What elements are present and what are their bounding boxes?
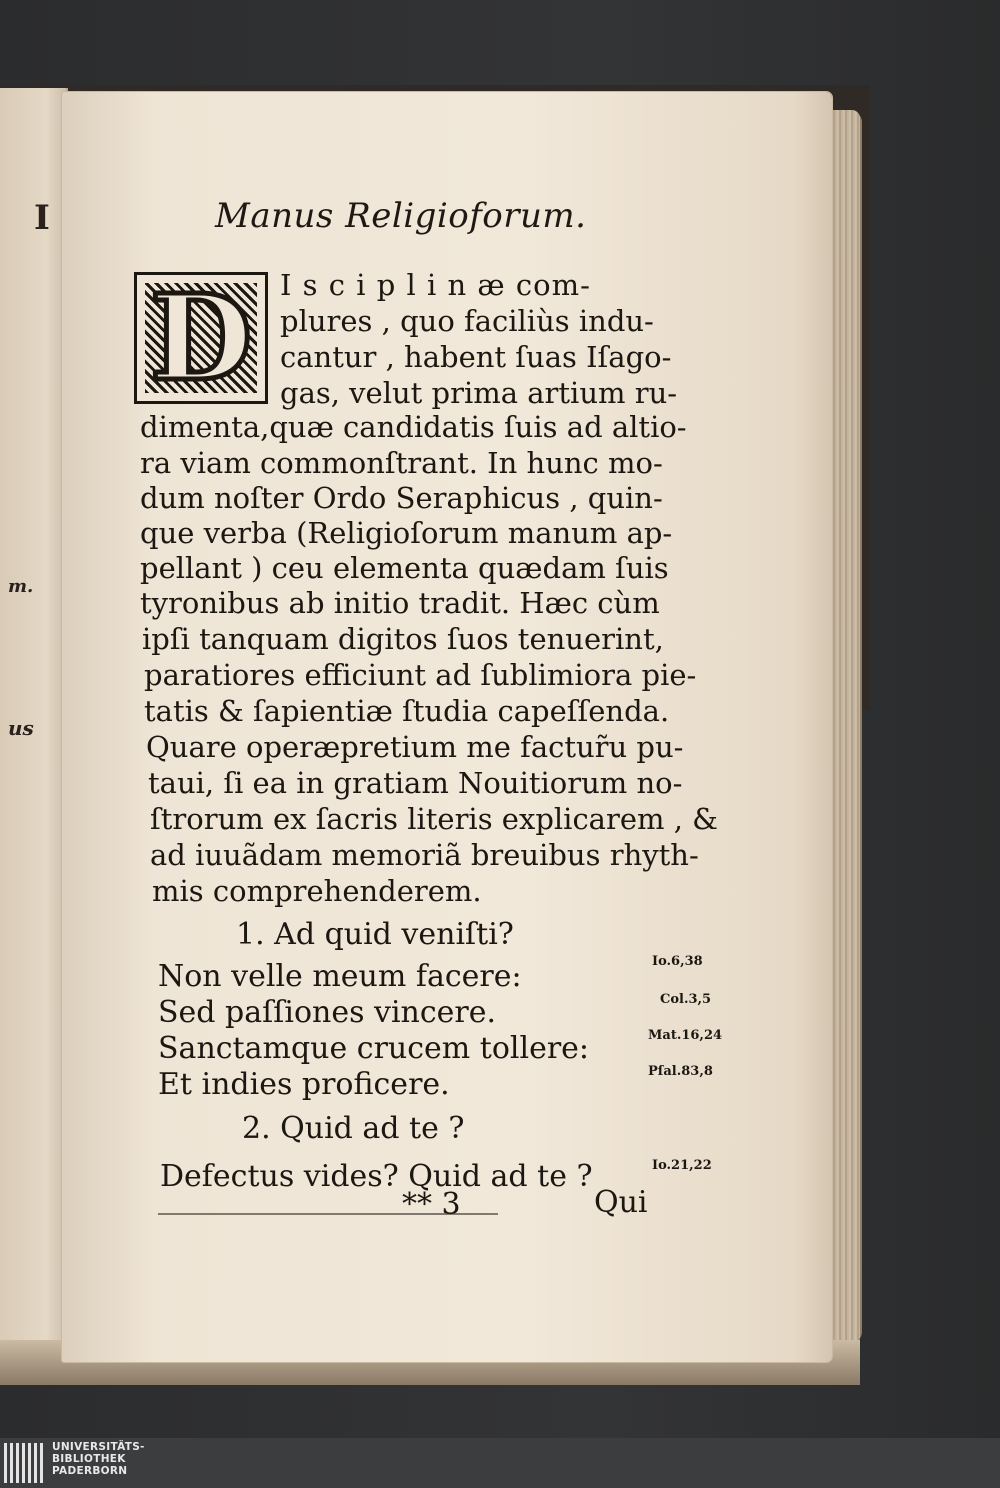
- body-line: ipſi tanquam digitos ſuos tenuerint,: [142, 622, 664, 656]
- body-line: mis comprehenderem.: [152, 874, 482, 908]
- footer-bar: [0, 1438, 1000, 1488]
- signature-mark: ** 3: [402, 1187, 461, 1222]
- verse-line: Sed paſſiones vincere.: [158, 995, 497, 1030]
- logo-line: BIBLIOTHEK: [52, 1453, 126, 1465]
- body-line: cantur , habent ſuas Iſago-: [280, 340, 672, 374]
- body-line: Quare operæpretium me factur̃u pu-: [146, 730, 684, 764]
- body-line: tatis & ſapientiæ ſtudia capeſſenda.: [144, 694, 670, 728]
- scripture-reference: Col.3,5: [660, 992, 712, 1007]
- catchword: Qui: [594, 1185, 648, 1220]
- library-logo-text: [52, 1441, 145, 1477]
- logo-line: PADERBORN: [52, 1465, 128, 1477]
- logo-line: UNIVERSITÄTS-: [52, 1441, 145, 1453]
- scripture-reference: Io.21,22: [652, 1158, 712, 1173]
- scripture-reference: Pſal.83,8: [648, 1064, 713, 1079]
- question-heading: 1. Ad quid veniſti?: [236, 917, 514, 952]
- body-line: ra viam commonſtrant. In hunc mo-: [140, 446, 663, 480]
- initial-letter: D: [149, 268, 253, 407]
- question-heading: 2. Quid ad te ?: [242, 1111, 465, 1146]
- scripture-reference: Io.6,38: [652, 954, 703, 969]
- body-line: I s c i p l i n æ com-: [280, 268, 591, 302]
- left-page-edge-fragment: us: [8, 716, 34, 740]
- body-line: plures , quo faciliùs indu-: [280, 304, 654, 338]
- body-line: tyronibus ab initio tradit. Hæc cùm: [140, 586, 660, 620]
- library-logo-icon: [4, 1443, 46, 1483]
- running-head: Manus Religioforum.: [215, 196, 587, 236]
- body-line: ſtrorum ex ſacris literis explicarem , &: [150, 802, 718, 836]
- body-line: ad iuuãdam memoriã breuibus rhyth-: [150, 838, 699, 872]
- body-line: dimenta,quæ candidatis ſuis ad altio-: [140, 410, 687, 444]
- left-page-edge-letter: I: [34, 198, 50, 238]
- verse-line: Defectus vides? Quid ad te ?: [160, 1159, 593, 1194]
- verse-line: Et indies proficere.: [158, 1067, 450, 1102]
- decorated-initial: [134, 268, 268, 407]
- body-line: taui, ſi ea in gratiam Nouitiorum no-: [148, 766, 683, 800]
- left-page-edge-fragment: m.: [8, 576, 34, 597]
- body-line: que verba (Religioſorum manum ap-: [140, 516, 673, 550]
- verse-line: Non velle meum facere:: [158, 959, 522, 994]
- body-line: paratiores efficiunt ad ſublimiora pie-: [144, 658, 697, 692]
- body-line: gas, velut prima artium ru-: [280, 376, 678, 410]
- body-line: dum noſter Ordo Seraphicus , quin-: [140, 481, 663, 515]
- scripture-reference: Mat.16,24: [648, 1028, 723, 1043]
- body-line: pellant ) ceu elementa quædam ſuis: [140, 551, 669, 585]
- verse-line: Sanctamque crucem tollere:: [158, 1031, 590, 1066]
